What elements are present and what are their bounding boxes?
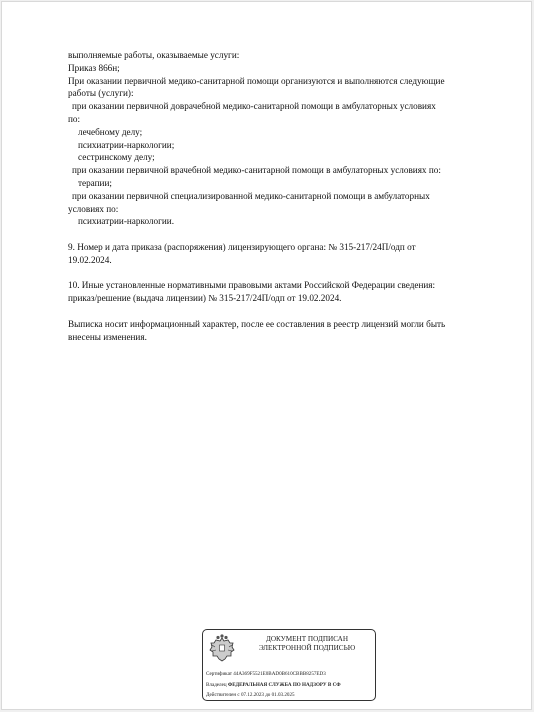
text-line: психиатрии-наркологии. <box>78 216 175 227</box>
valid-to-label: до <box>265 692 271 698</box>
paragraph-gap <box>68 305 508 318</box>
electronic-signature-stamp <box>202 629 376 701</box>
text-line: лечебному делу; <box>78 126 143 137</box>
text-line: Приказ 866н; <box>68 62 120 73</box>
certificate-label: Сертификат <box>206 671 232 677</box>
text-line: 19.02.2024. <box>68 254 112 265</box>
text-line: работы (услуги): <box>68 88 134 99</box>
valid-to: 01.03.2025 <box>271 692 295 698</box>
validity-row <box>206 690 376 701</box>
text-line: 9. Номер и дата приказа (распоряжения) лицензирующего органа: № 315-217/24П/одп от <box>68 241 416 252</box>
text-line: условиях по: <box>68 203 119 214</box>
text-line: по: <box>68 113 81 124</box>
stamp-title-line: ЭЛЕКТРОННОЙ ПОДПИСЬЮ <box>258 644 356 652</box>
text-line: внесены изменения. <box>68 331 147 342</box>
validity-label: Действителен с <box>206 692 240 698</box>
owner-value: ФЕДЕРАЛЬНАЯ СЛУЖБА ПО НАДЗОРУ В СФ <box>227 681 341 688</box>
certificate-row <box>206 669 376 680</box>
stamp-title <box>241 635 373 653</box>
stamp-title-line: ДОКУМЕНТ ПОДПИСАН <box>265 635 349 643</box>
owner-row <box>206 680 376 691</box>
coat-of-arms-icon <box>208 634 236 664</box>
text-line: При оказании первичной медико-санитарной помощи организуются и выполняются следующие <box>68 75 445 86</box>
certificate-value: 44A369F5521E0BAD0B610CBBB8257ED3 <box>233 671 326 677</box>
valid-from: 07.12.2023 <box>240 692 264 698</box>
text-line: выполняемые работы, оказываемые услуги: <box>68 50 240 60</box>
text-line: приказ/решение (выдача лицензии) № 315-217/24П/одп от 19.02.2024. <box>68 293 342 304</box>
document-body <box>68 49 508 343</box>
text-line: терапии; <box>78 177 112 188</box>
text-line: Выписка носит информационный характер, после ее составления в реестр лицензий могли быть <box>68 318 446 329</box>
paragraph-gap <box>68 267 508 280</box>
paragraph-gap <box>68 228 508 241</box>
text-line: при оказании первичной специализированной медико-санитарной помощи в амбулаторных <box>72 190 430 201</box>
owner-label: Владелец <box>206 681 227 688</box>
text-line: при оказании первичной доврачебной медико-санитарной помощи в амбулаторных условиях <box>72 101 436 112</box>
text-line: при оказании первичной врачебной медико-санитарной помощи в амбулаторных условиях по: <box>72 165 441 176</box>
document-page <box>1 1 532 710</box>
text-line: 10. Иные установленные нормативными правовыми актами Российской Федерации сведения: <box>68 280 436 291</box>
stamp-details <box>206 669 376 701</box>
text-line: сестринскому делу; <box>78 152 155 163</box>
text-line: психиатрии-наркологии; <box>78 139 175 150</box>
